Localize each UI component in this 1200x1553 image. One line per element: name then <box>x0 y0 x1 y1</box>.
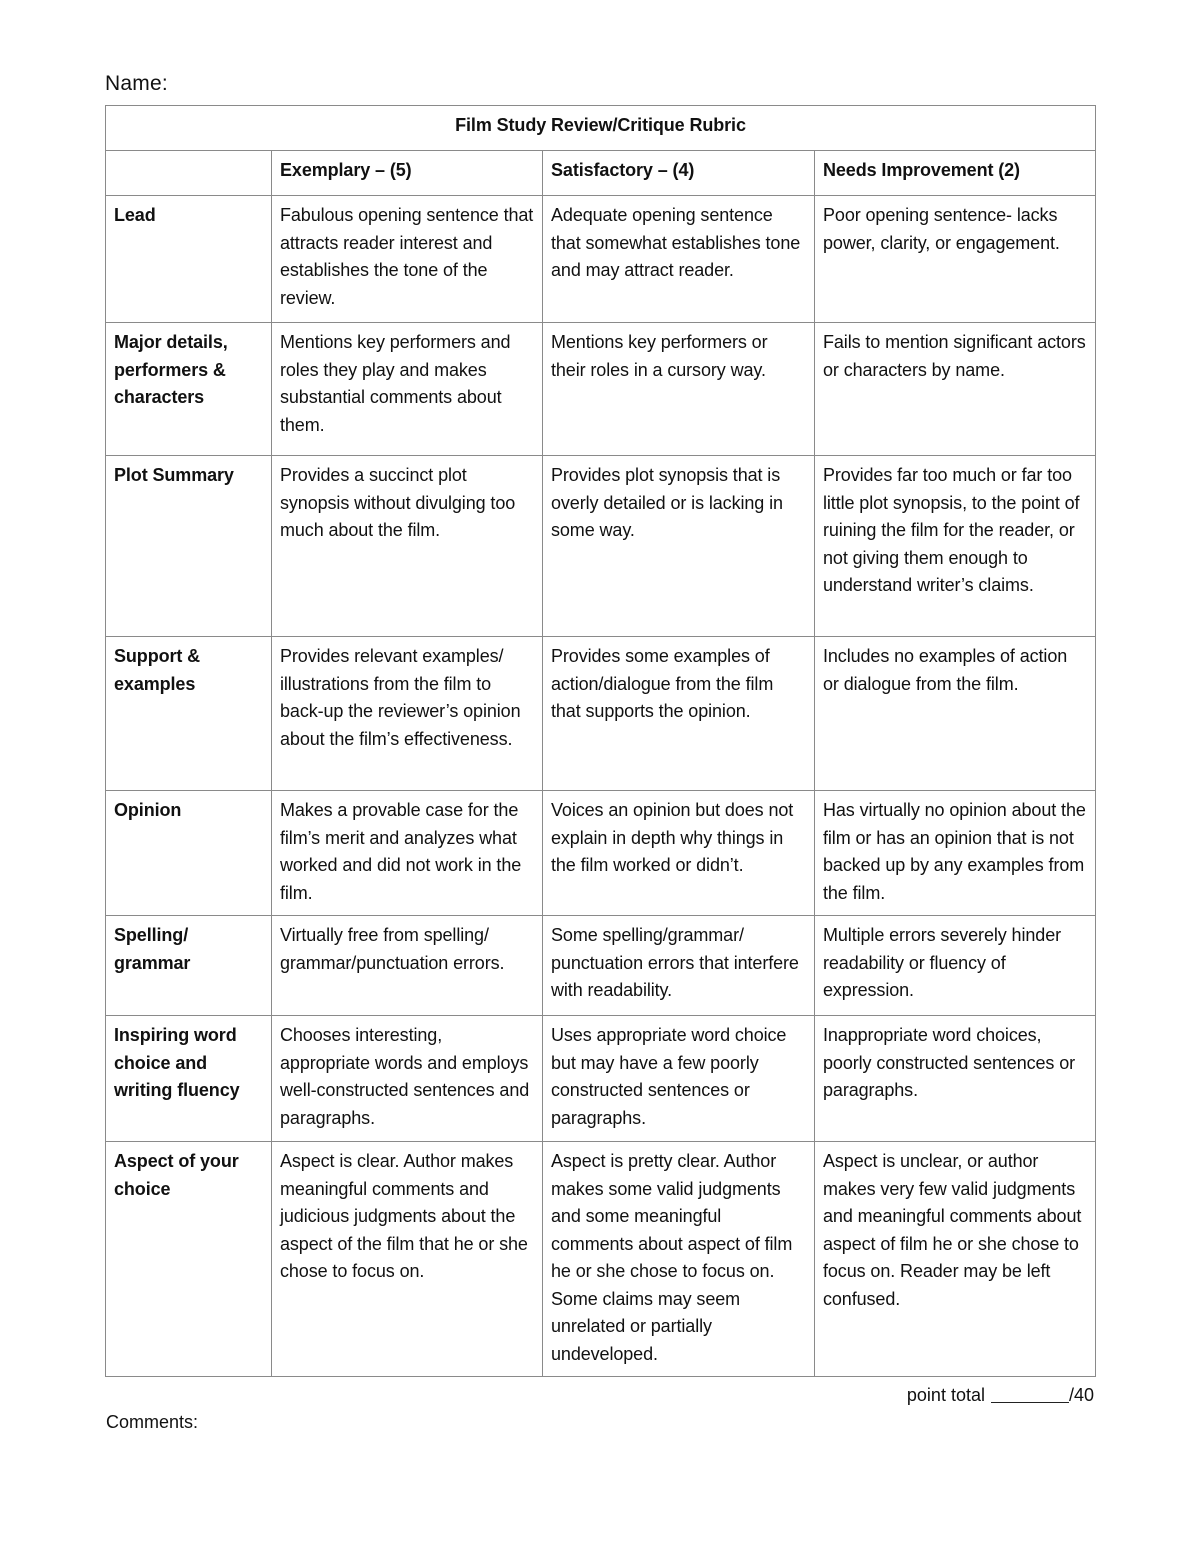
table-row <box>106 1142 1096 1377</box>
header-cell-blank <box>106 151 272 196</box>
exemplary-cell: Mentions key performers and roles they play and makes substantial comments about them. <box>272 323 543 456</box>
needs-improvement-cell: Inappropriate word choices, poorly constructed sentences or paragraphs. <box>815 1016 1096 1142</box>
satisfactory-cell: Mentions key performers or their roles in a cursory way. <box>543 323 815 456</box>
header-exemplary: Exemplary – (5) <box>272 151 543 196</box>
comments-label: Comments: <box>106 1412 199 1432</box>
table-row <box>106 1016 1096 1142</box>
table-row <box>106 791 1096 916</box>
criterion-cell: Major details, performers & characters <box>106 323 272 456</box>
needs-improvement-cell: Provides far too much or far too little plot synopsis, to the point of ruining the film for the reader, or not giving them enough to understand writer’s claims. <box>815 456 1096 637</box>
needs-improvement-cell: Includes no examples of action or dialogue from the film. <box>815 637 1096 791</box>
rubric-title: Film Study Review/Critique Rubric <box>106 106 1096 151</box>
table-row <box>106 323 1096 456</box>
header-needs-improvement: Needs Improvement (2) <box>815 151 1096 196</box>
needs-improvement-cell: Multiple errors severely hinder readability or fluency of expression. <box>815 916 1096 1016</box>
exemplary-cell: Fabulous opening sentence that attracts reader interest and establishes the tone of the review. <box>272 196 543 323</box>
criterion-cell: Opinion <box>106 791 272 916</box>
exemplary-cell: Virtually free from spelling/ grammar/punctuation errors. <box>272 916 543 1016</box>
needs-improvement-cell: Fails to mention significant actors or characters by name. <box>815 323 1096 456</box>
criterion-cell: Spelling/ grammar <box>106 916 272 1016</box>
needs-improvement-cell: Aspect is unclear, or author makes very few valid judgments and meaningful comments about aspect of film he or she chose to focus on. Reader may be left confused. <box>815 1142 1096 1377</box>
criterion-cell: Support & examples <box>106 637 272 791</box>
point-total-label: point total <box>906 1385 985 1405</box>
point-total <box>907 1384 1094 1406</box>
satisfactory-cell: Provides some examples of action/dialogue from the film that supports the opinion. <box>543 637 815 791</box>
table-row <box>106 456 1096 637</box>
table-row <box>106 196 1096 323</box>
name-label: Name: <box>105 72 168 95</box>
table-row <box>106 637 1096 791</box>
satisfactory-cell: Some spelling/grammar/ punctuation errors that interfere with readability. <box>543 916 815 1016</box>
needs-improvement-cell: Poor opening sentence- lacks power, clarity, or engagement. <box>815 196 1096 323</box>
satisfactory-cell: Adequate opening sentence that somewhat establishes tone and may attract reader. <box>543 196 815 323</box>
satisfactory-cell: Aspect is pretty clear. Author makes some valid judgments and some meaningful comments about aspect of film he or she chose to focus on. Some claims may seem unrelated or partially undeveloped. <box>543 1142 815 1377</box>
point-total-blank[interactable] <box>991 1384 1069 1403</box>
header-satisfactory: Satisfactory – (4) <box>543 151 815 196</box>
criterion-cell: Plot Summary <box>106 456 272 637</box>
exemplary-cell: Makes a provable case for the film’s merit and analyzes what worked and did not work in the film. <box>272 791 543 916</box>
satisfactory-cell: Provides plot synopsis that is overly detailed or is lacking in some way. <box>543 456 815 637</box>
satisfactory-cell: Voices an opinion but does not explain in depth why things in the film worked or didn’t. <box>543 791 815 916</box>
rubric-title-row <box>106 106 1096 151</box>
criterion-cell: Aspect of your choice <box>106 1142 272 1377</box>
satisfactory-cell: Uses appropriate word choice but may have a few poorly constructed sentences or paragraphs. <box>543 1016 815 1142</box>
exemplary-cell: Aspect is clear. Author makes meaningful comments and judicious judgments about the aspect of the film that he or she chose to focus on. <box>272 1142 543 1377</box>
needs-improvement-cell: Has virtually no opinion about the film or has an opinion that is not backed up by any examples from the film. <box>815 791 1096 916</box>
rubric-header-row <box>106 151 1096 196</box>
exemplary-cell: Chooses interesting, appropriate words and employs well-constructed sentences and paragraphs. <box>272 1016 543 1142</box>
exemplary-cell: Provides a succinct plot synopsis without divulging too much about the film. <box>272 456 543 637</box>
point-total-max: /40 <box>1068 1385 1094 1405</box>
criterion-cell: Inspiring word choice and writing fluency <box>106 1016 272 1142</box>
table-row <box>106 916 1096 1016</box>
exemplary-cell: Provides relevant examples/ illustrations from the film to back-up the reviewer’s opinion about the film’s effectiveness. <box>272 637 543 791</box>
rubric-table <box>105 105 1096 1377</box>
criterion-cell: Lead <box>106 196 272 323</box>
